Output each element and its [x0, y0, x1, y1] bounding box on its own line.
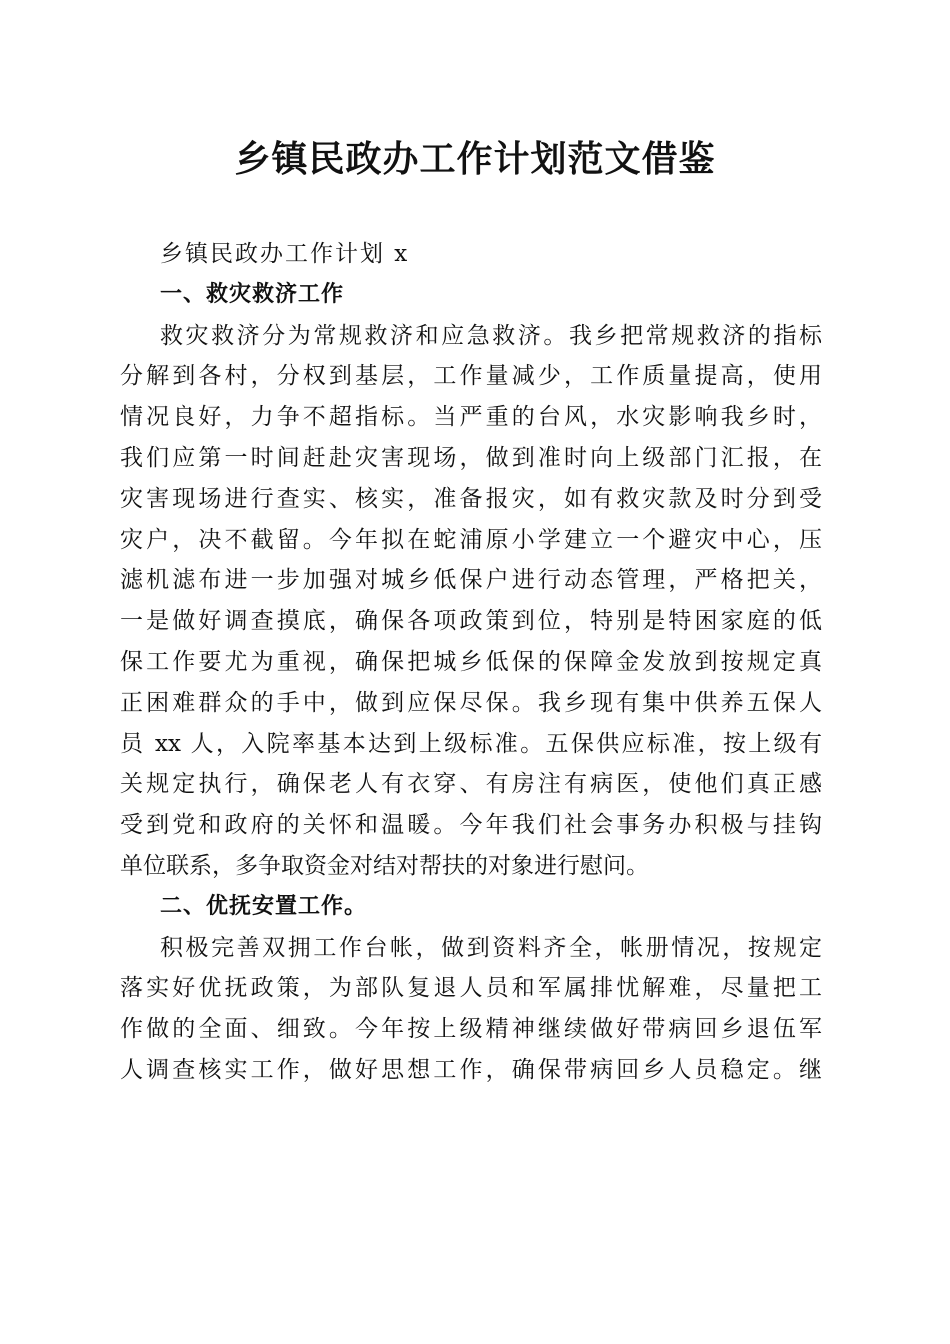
paragraph-line: 关规定执行，确保老人有衣穿、有房注有病医，使他们真正感 — [120, 771, 822, 798]
paragraph-line: 保工作要尤为重视，确保把城乡低保的保障金发放到按规定真 — [120, 648, 822, 675]
paragraph-line: 正困难群众的手中，做到应保尽保。我乡现有集中供养五保人 — [120, 689, 822, 716]
paragraph-line: 受到党和政府的关怀和温暖。今年我们社会事务办积极与挂钩 — [120, 812, 822, 839]
paragraph-line: 单位联系，多争取资金对结对帮扶的对象进行慰问。 — [120, 852, 649, 879]
paragraph-line: 灾户，决不截留。今年拟在蛇浦原小学建立一个避灾中心，压 — [120, 526, 822, 553]
paragraph-line: 作做的全面、细致。今年按上级精神继续做好带病回乡退伍军 — [120, 1016, 822, 1043]
paragraph-line: 落实好优抚政策，为部队复退人员和军属排忧解难，尽量把工 — [120, 975, 822, 1002]
paragraph-line: 情况良好，力争不超指标。当严重的台风，水灾影响我乡时， — [120, 404, 822, 431]
paragraph-line: 一是做好调查摸底，确保各项政策到位，特别是特困家庭的低 — [120, 608, 822, 635]
paragraph-line: 救灾救济分为常规救济和应急救济。我乡把常规救济的指标 — [160, 322, 822, 349]
paragraph-line: 积极完善双拥工作台帐，做到资料齐全，帐册情况，按规定 — [160, 934, 822, 961]
paragraph-line: 人调查核实工作，做好思想工作，确保带病回乡人员稳定。继 — [120, 1056, 822, 1083]
document-subtitle: 乡镇民政办工作计划 x — [160, 241, 410, 267]
paragraph-line: 我们应第一时间赶赴灾害现场，做到准时向上级部门汇报，在 — [120, 444, 822, 471]
paragraph-line: 员 xx 人，入院率基本达到上级标准。五保供应标准，按上级有 — [120, 730, 822, 757]
document-title: 乡镇民政办工作计划范文借鉴 — [234, 139, 716, 180]
section-heading-disaster-relief: 一、救灾救济工作 — [160, 281, 345, 307]
paragraph-line: 分解到各村，分权到基层，工作量减少，工作质量提高，使用 — [120, 363, 822, 390]
document-body — [120, 234, 822, 1091]
paragraph-line: 灾害现场进行查实、核实，准备报灾，如有救灾款及时分到受 — [120, 485, 822, 512]
paragraph-line: 滤机滤布进一步加强对城乡低保户进行动态管理，严格把关， — [120, 567, 822, 594]
section-heading-special-care: 二、优抚安置工作。 — [160, 893, 368, 919]
